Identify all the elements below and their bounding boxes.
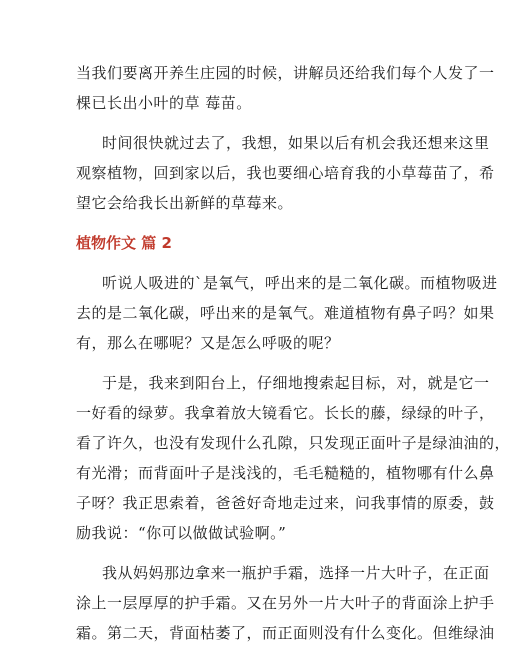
text-line: 听说人吸进的`是氧气，呼出来的是二氧化碳。而植物吸进 (102, 274, 498, 292)
text-line: 有，那么在哪呢？又是怎么呼吸的呢？ (76, 334, 340, 352)
paragraph (76, 558, 495, 648)
text-line: 霜。第二天，背面枯萎了，而正面则没有什么变化。但维绿油 (76, 624, 495, 642)
document-body-bottom (76, 268, 510, 648)
text-line: 有光滑；而背面叶子是浅浅的，毛毛糙糙的，植物哪有什么鼻 (76, 464, 495, 482)
text-line: 于是，我来到阳台上，仔细地搜索起目标，对，就是它一 (102, 374, 490, 392)
text-line: 励我说：“你可以做做试验啊。” (76, 524, 287, 542)
text-line: 去的是二氧化碳，呼出来的是氧气。难道植物有鼻子吗？如果 (76, 304, 495, 322)
text-line: 涂上一层厚厚的护手霜。又在另外一片大叶子的背面涂上护手 (76, 594, 495, 612)
text-line: 一好看的绿萝。我拿着放大镜看它。长长的藤，绿绿的叶子， (76, 404, 495, 422)
text-line: 看了许久，也没有发现什么孔隙，只发现正面叶子是绿油油的， (76, 434, 510, 452)
text-line: 棵已长出小叶的草 莓苗。 (76, 94, 252, 112)
document-page (76, 0, 510, 642)
text-line: 当我们要离开养生庄园的时候，讲解员还给我们每个人发了一 (76, 64, 495, 82)
text-line: 子呀？我正思索着，爸爸好奇地走过来，问我事情的原委，鼓 (76, 494, 495, 512)
paragraph (76, 58, 495, 118)
section-heading: 植物作文 篇 2 (76, 234, 172, 252)
text-line: 时间很快就过去了，我想，如果以后有机会我还想来这里 (102, 134, 490, 152)
text-line: 望它会给我长出新鲜的草莓来。 (76, 194, 294, 212)
text-line: 观察植物，回到家以后，我也要细心培育我的小草莓苗了，希 (76, 164, 495, 182)
paragraph (76, 268, 498, 358)
paragraph (76, 128, 495, 218)
document-body-top (76, 58, 495, 218)
text-line: 我从妈妈那边拿来一瓶护手霜，选择一片大叶子，在正面 (102, 564, 490, 582)
paragraph (76, 368, 510, 548)
